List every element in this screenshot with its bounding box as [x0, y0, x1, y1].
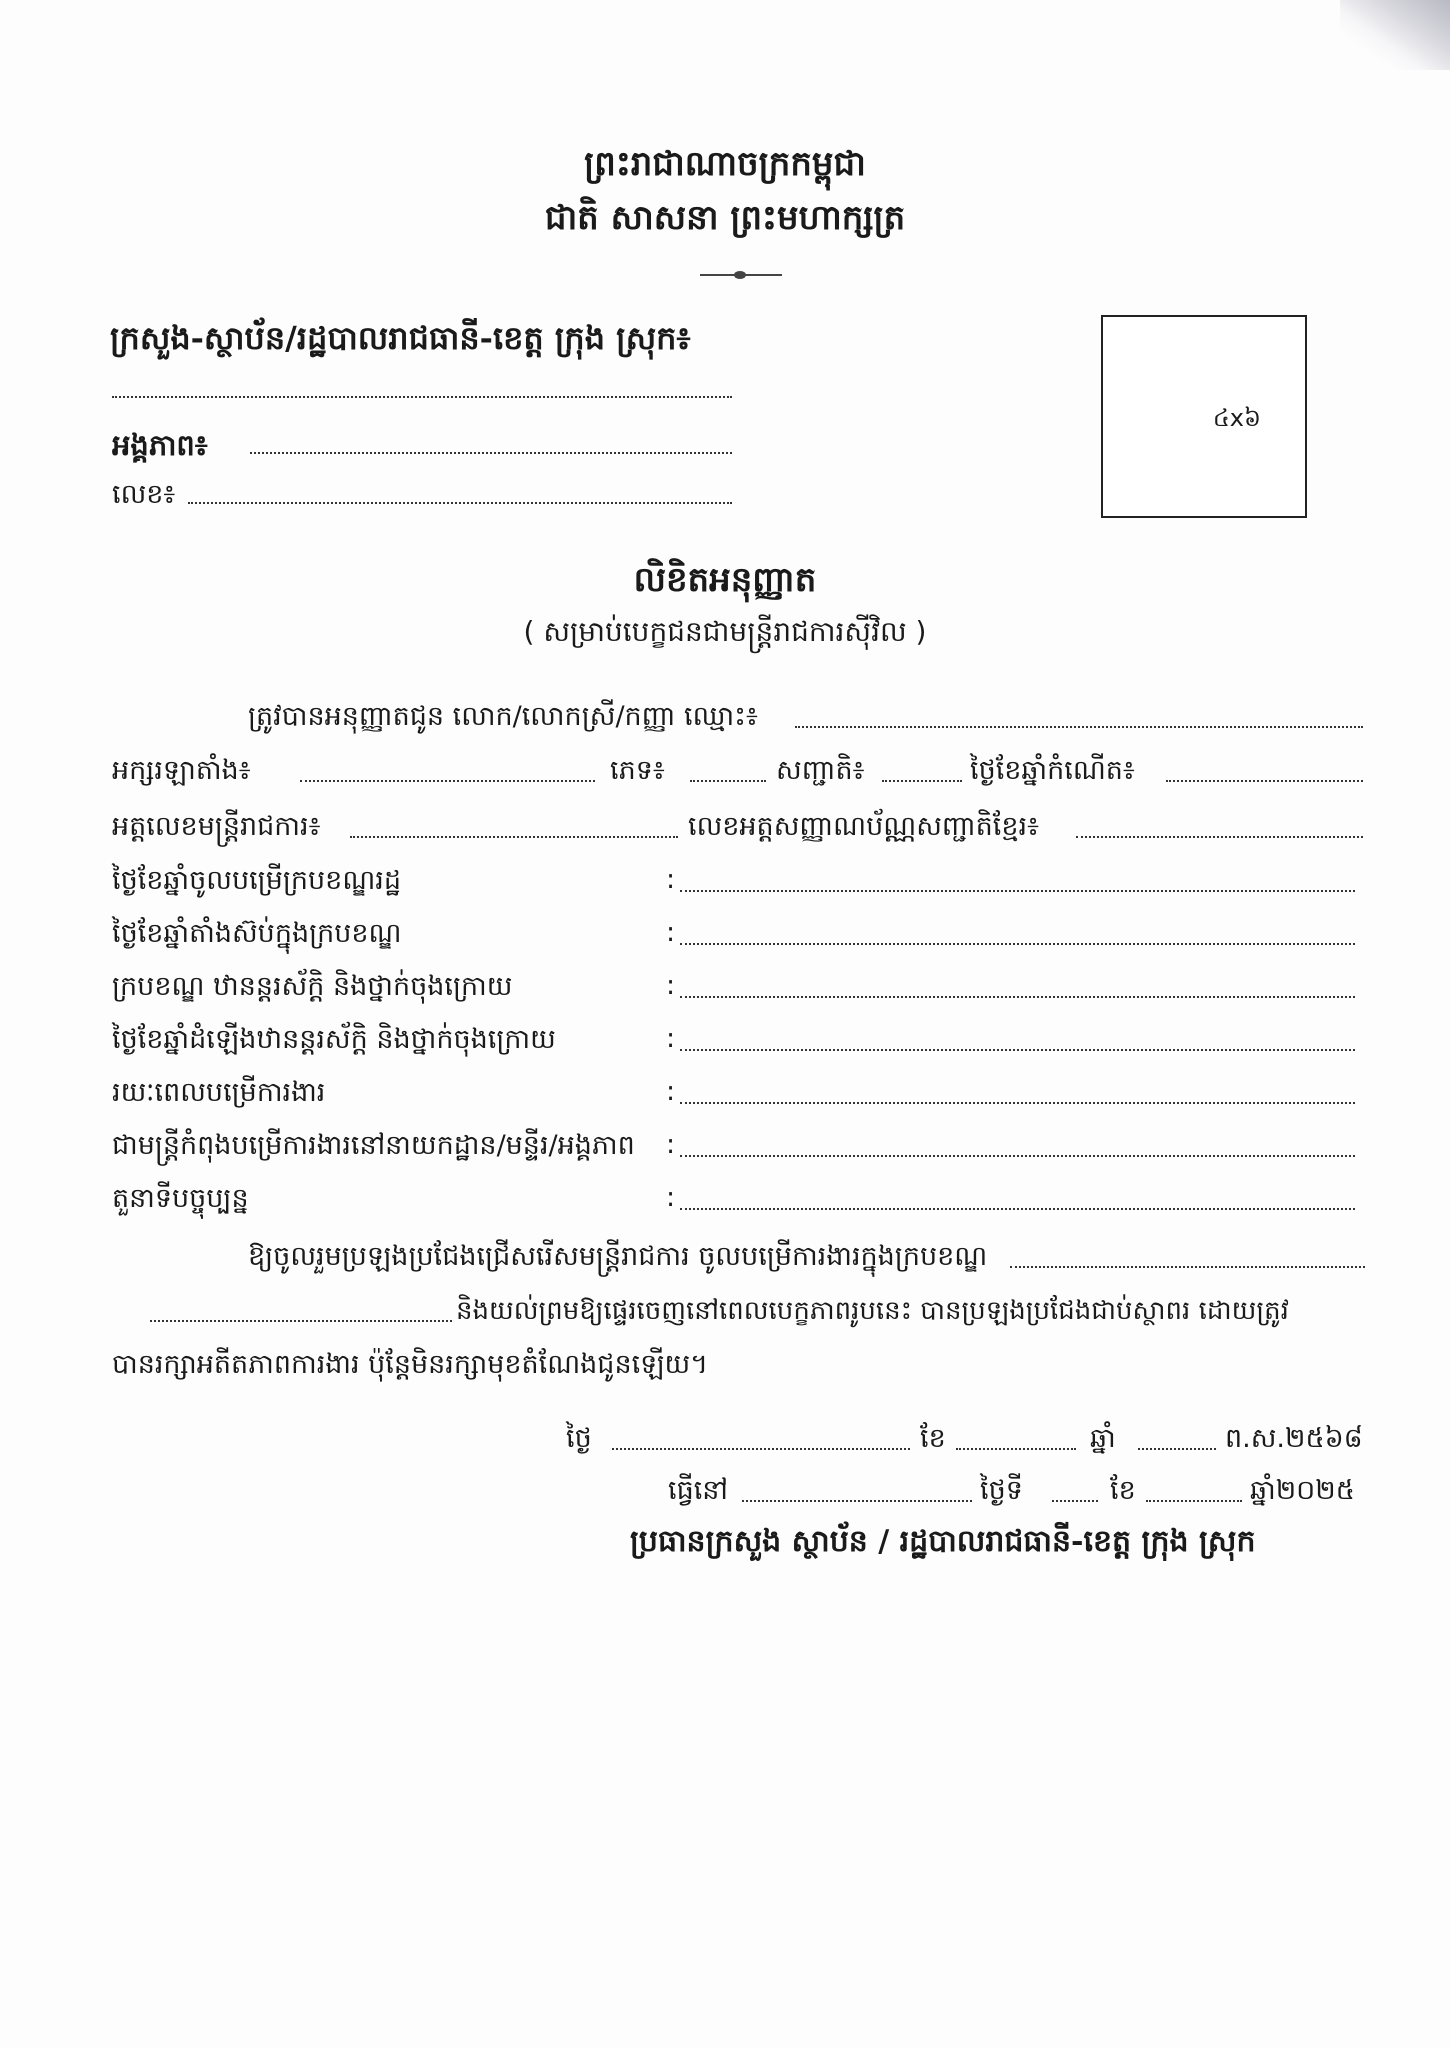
buddhist-era-year: ព.ស.២៥៦៨ [1225, 1423, 1363, 1454]
field-row-label: ថ្ងៃខែឆ្នាំដំឡើងឋានន្តរស័ក្តិ និងថ្នាក់ចុងក្រោយ [112, 1024, 556, 1055]
body-line-2: និងយល់ព្រមឱ្យផ្ទេរចេញនៅពេលបេក្ខភាពរូបនេះ បានប្រឡងប្រជែងជាប់ស្ថាពរ ដោយត្រូវ [456, 1296, 1289, 1326]
field-fill-line [680, 1208, 1355, 1210]
body-fill-line-1 [1010, 1266, 1365, 1268]
body-line-3: បានរក្សាអតីតភាពការងារ ប៉ុន្តែមិនរក្សាមុខតំណែងជូនឡើយ។ [112, 1349, 709, 1380]
lunar-year-label: ឆ្នាំ [1090, 1423, 1116, 1454]
month-fill-line [1146, 1500, 1242, 1502]
field-row-label: ថ្ងៃខែឆ្នាំតាំងស៊ប់ក្នុងក្របខណ្ឌ [112, 918, 402, 949]
field-fill-line [680, 1102, 1355, 1104]
field-colon: : [666, 970, 676, 1001]
photo-box [1101, 315, 1307, 518]
body-line-1: ឱ្យចូលរួមប្រឡងប្រជែងជ្រើសរើសមន្ត្រីរាជការ ចូលបម្រើការងារក្នុងក្របខណ្ឌ [248, 1241, 988, 1272]
latin-name-label: អក្សរឡាតាំង៖ [112, 755, 251, 786]
field-row-label: ជាមន្ត្រីកំពុងបម្រើការងារនៅនាយកដ្ឋាន/មន្ទីរ/អង្គភាព [112, 1130, 635, 1161]
field-fill-line [680, 1049, 1355, 1051]
field-fill-line [680, 943, 1355, 945]
field-fill-line [680, 1155, 1355, 1157]
ministry-fill-line [112, 396, 732, 398]
field-fill-line [680, 890, 1355, 892]
national-id-label: លេខអត្តសញ្ញាណប័ណ្ណសញ្ជាតិខ្មែរ៖ [688, 811, 1039, 842]
field-row-label: ក្របខណ្ឌ ឋានន្តរស័ក្តិ និងថ្នាក់ចុងក្រោយ [112, 971, 513, 1002]
lunar-month-label: ខែ [920, 1423, 946, 1454]
sex-fill-line [690, 780, 766, 782]
name-fill-line [795, 726, 1363, 728]
ministry-label: ក្រសួង-ស្ថាប័ន/រដ្ឋបាលរាជធានី-ខេត្ត ក្រុង ស្រុក៖ [110, 319, 691, 357]
latin-name-fill-line [300, 780, 595, 782]
month-label: ខែ [1110, 1475, 1136, 1506]
field-colon: : [666, 864, 676, 895]
made-at-label: ធ្វើនៅ [668, 1475, 728, 1506]
national-motto: ជាតិ សាសនា ព្រះមហាក្សត្រ [544, 198, 906, 238]
field-colon: : [666, 917, 676, 948]
page-corner-fold [1340, 0, 1450, 70]
field-row-label: ថ្ងៃខែឆ្នាំចូលបម្រើក្របខណ្ឌរដ្ឋ [112, 865, 401, 896]
made-at-fill-line [742, 1500, 972, 1502]
field-colon: : [666, 1076, 676, 1107]
lunar-day-fill-line [612, 1448, 910, 1450]
number-label: លេខ៖ [112, 479, 176, 510]
lunar-day-label: ថ្ងៃ [566, 1423, 592, 1454]
signatory-title: ប្រធានក្រសួង ស្ថាប័ន / រដ្ឋបាលរាជធានី-ខេត្ត ក្រុង ស្រុក [630, 1524, 1256, 1559]
nationality-label: សញ្ជាតិ៖ [776, 755, 865, 786]
nationality-fill-line [882, 780, 962, 782]
unit-fill-line [250, 452, 732, 454]
civil-servant-id-label: អត្តលេខមន្ត្រីរាជការ៖ [112, 811, 321, 842]
number-fill-line [188, 502, 732, 504]
dob-label: ថ្ងៃខែឆ្នាំកំណើត៖ [970, 755, 1135, 786]
dob-fill-line [1166, 780, 1363, 782]
kingdom-heading: ព្រះរាជាណាចក្រកម្ពុជា [584, 144, 866, 184]
granted-to-label: ត្រូវបានអនុញ្ញាតជូន លោក/លោកស្រី/កញ្ញា ឈ្មោះ៖ [248, 701, 758, 732]
document-subtitle: ( សម្រាប់បេក្ខជនជាមន្ត្រីរាជការស៊ីវិល ) [523, 615, 927, 648]
day-number-fill-line [1052, 1500, 1098, 1502]
unit-label: អង្គភាព៖ [112, 428, 208, 462]
day-number-label: ថ្ងៃទី [980, 1475, 1023, 1506]
field-fill-line [680, 996, 1355, 998]
field-colon: : [666, 1182, 676, 1213]
sex-label: ភេទ៖ [610, 755, 665, 786]
photo-size-label: ៤x៦ [1212, 404, 1261, 432]
national-id-fill-line [1076, 836, 1363, 838]
ornament-divider [700, 274, 782, 276]
year-label: ឆ្នាំ២០២៥ [1250, 1475, 1355, 1506]
field-row-label: តួនាទីបច្ចុប្បន្ន [112, 1183, 249, 1214]
field-colon: : [666, 1023, 676, 1054]
body-fill-line-2 [150, 1320, 452, 1322]
document-title: លិខិតអនុញ្ញាត [633, 560, 817, 600]
field-colon: : [666, 1129, 676, 1160]
civil-servant-id-fill-line [350, 836, 678, 838]
field-row-label: រយៈពេលបម្រើការងារ [112, 1077, 326, 1108]
lunar-month-fill-line [956, 1448, 1076, 1450]
lunar-year-fill-line [1138, 1448, 1216, 1450]
